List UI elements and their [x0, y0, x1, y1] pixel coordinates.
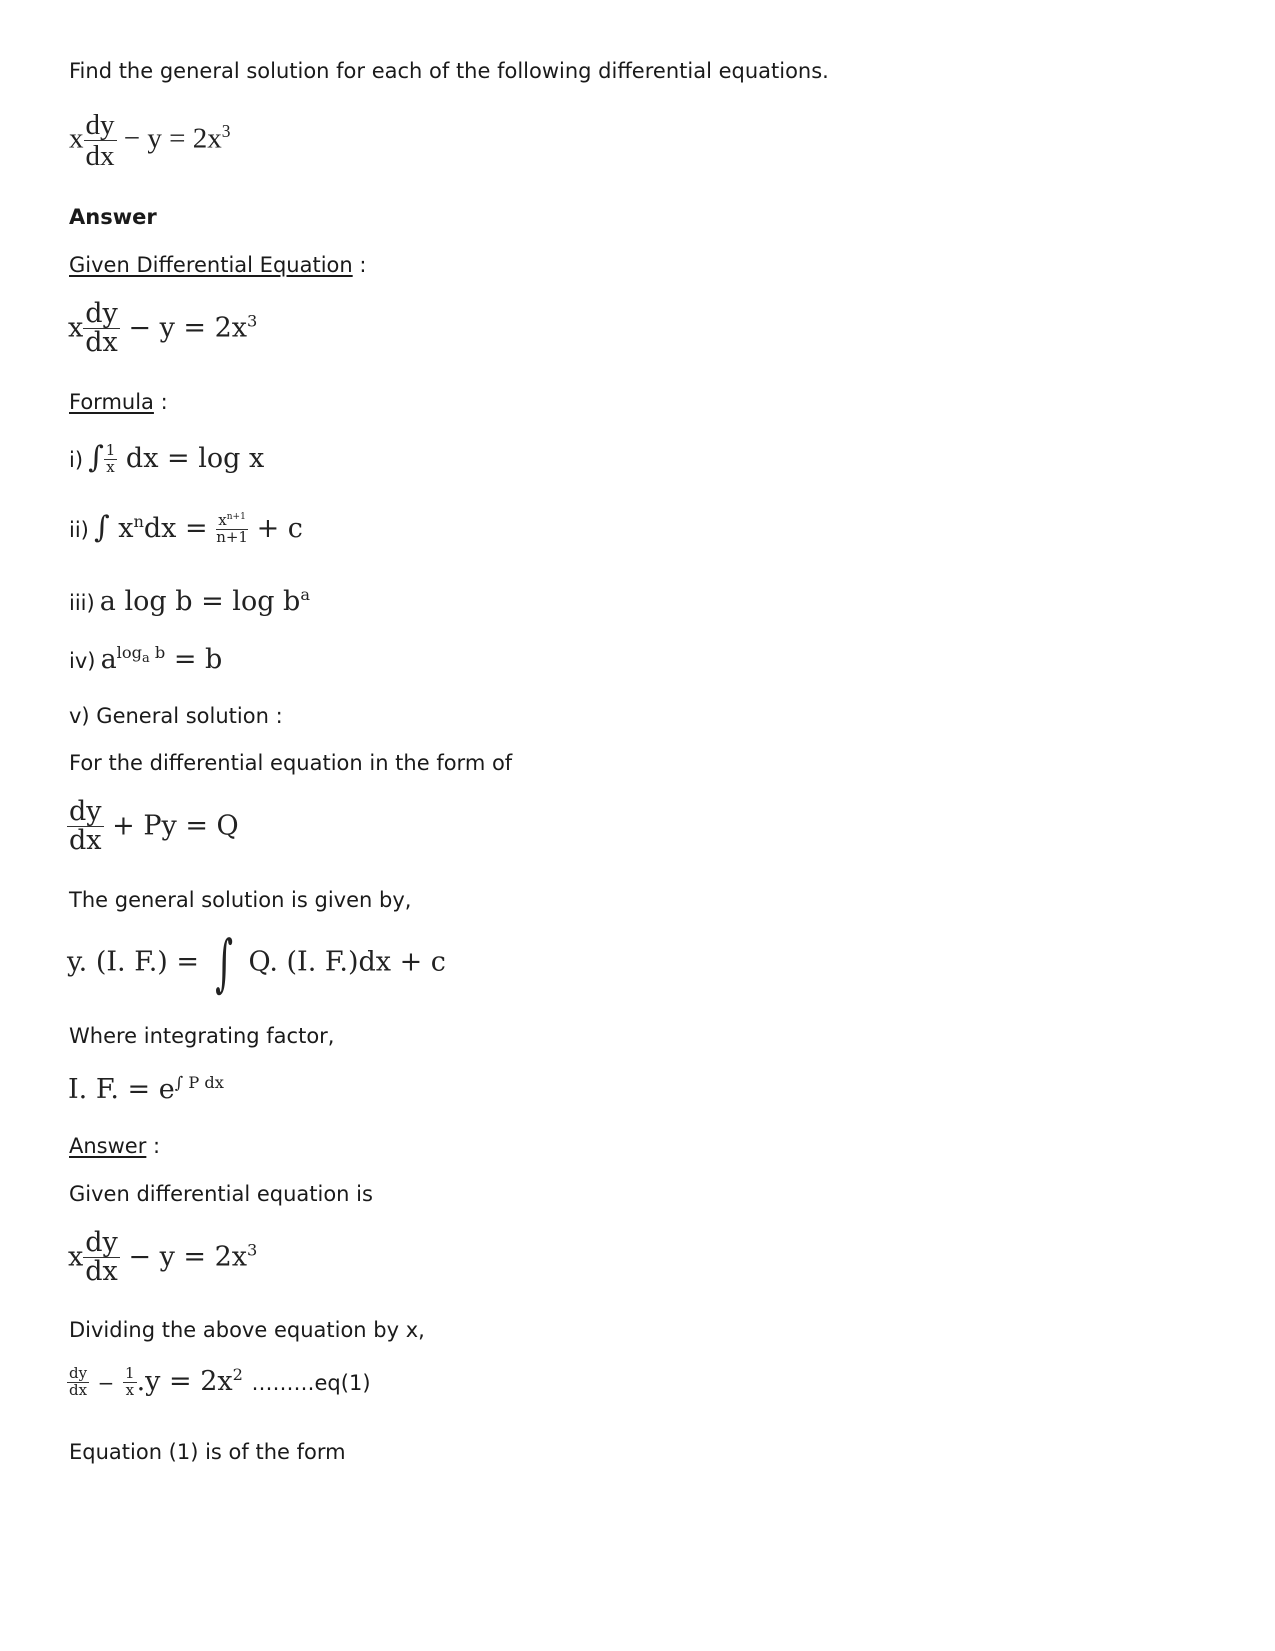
- dividing-text: Dividing the above equation by x,: [69, 1318, 425, 1342]
- formula-iv: iv) $a^{log_a b} = b$: [69, 643, 223, 675]
- given-label: Given Differential Equation: [69, 253, 353, 277]
- general-solution-equation: y. (I. F.) = ∫ Q. (I. F.)dx + c: [67, 926, 446, 999]
- standard-form-equation: $\frac{dy}{dx}$ + Py = Q: [69, 796, 239, 857]
- answer-label-row: Answer :: [69, 1134, 161, 1158]
- formula-label-row: Formula :: [69, 390, 168, 414]
- formula-v: v) General solution :: [69, 704, 283, 728]
- formula-ii: ii) ∫ $x^ndx$ = $\frac{x^{n+1}}{n+1}$ + c: [69, 510, 303, 546]
- given-equation-repeat: x $\frac{dy}{dx}$ − $y = 2x^3$: [68, 1227, 258, 1288]
- given-label-row: Given Differential Equation :: [69, 253, 367, 277]
- general-solution-intro: The general solution is given by,: [69, 888, 412, 912]
- given-equation: x $\frac{dy}{dx}$ − $y = 2x^3$: [68, 298, 258, 359]
- answer-heading: Answer: [69, 205, 157, 229]
- if-intro: Where integrating factor,: [69, 1024, 335, 1048]
- eq1-tag: ………eq(1): [251, 1371, 371, 1395]
- form-of-text: Equation (1) is of the form: [69, 1440, 346, 1464]
- formula-i: i) ∫ $\frac{1}{x}$ dx = log x: [69, 440, 265, 476]
- answer-label: Answer: [69, 1134, 147, 1158]
- given-is: Given differential equation is: [69, 1182, 373, 1206]
- integrating-factor-equation: I. F. = $e^{\int P dx}$: [68, 1073, 224, 1105]
- question-text: Find the general solution for each of the following differential equations.: [69, 59, 829, 83]
- formula-label: Formula: [69, 390, 154, 414]
- form-intro: For the differential equation in the form of: [69, 751, 513, 775]
- equation-1: $\frac{dy}{dx}$ − $\frac{1}{x}$ $.y = 2x^2$ ………eq(1): [69, 1364, 371, 1399]
- formula-iii: iii) a $\log b = \log b^a$: [69, 585, 311, 617]
- question-equation: x $\frac{dy}{dx}$ − $y = 2x^3$: [69, 109, 231, 173]
